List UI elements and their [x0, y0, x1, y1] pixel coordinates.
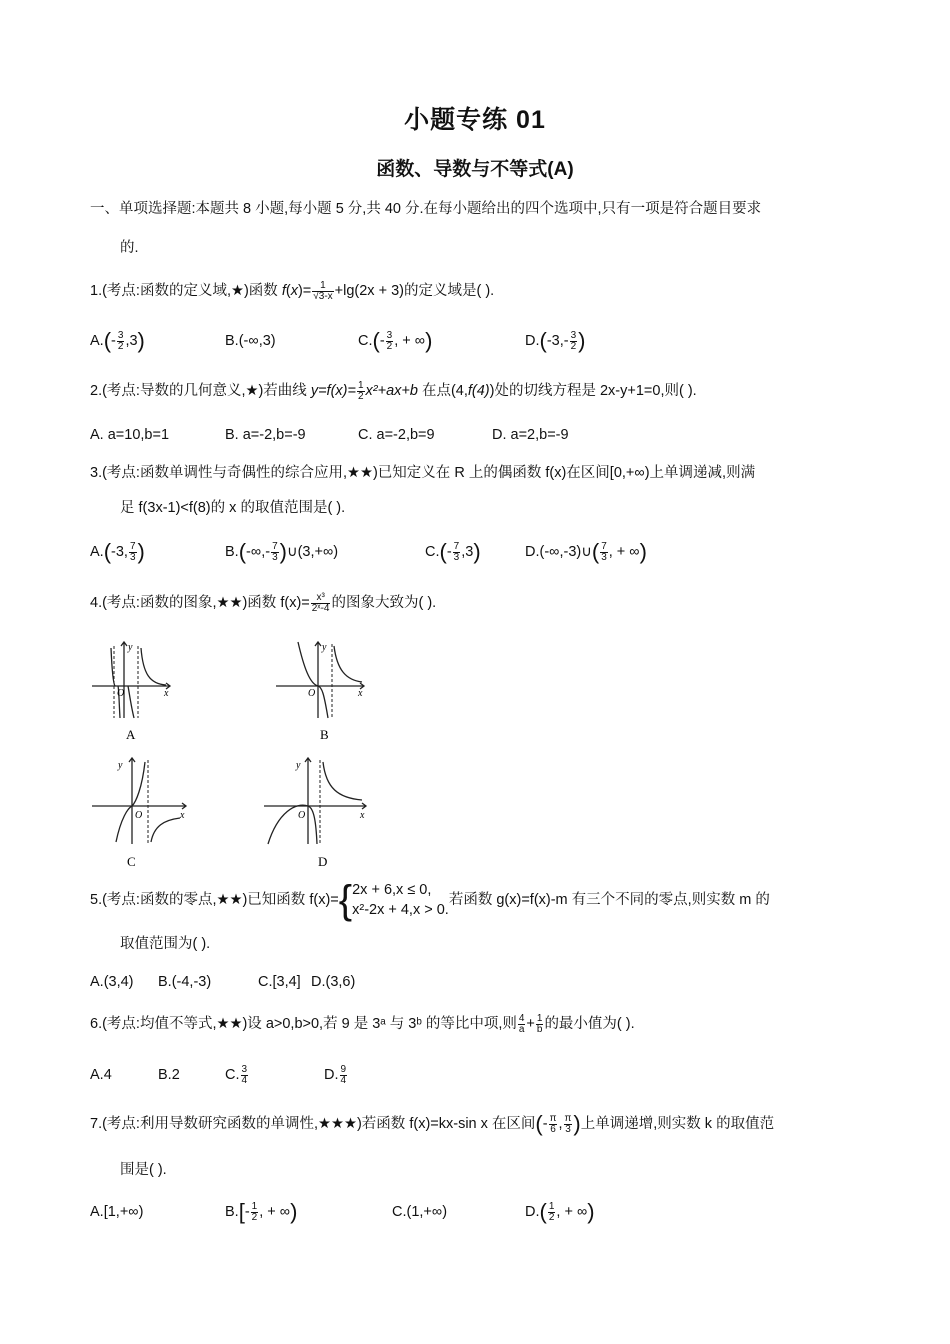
q7-option-b[interactable]: B.[- $\frac{1}{2}$ , + ∞) — [225, 1199, 298, 1225]
q7-option-c[interactable]: C.(1,+∞) — [392, 1204, 448, 1220]
q7-option-d[interactable]: D.( $\frac{1}{2}$ , + ∞) — [525, 1199, 595, 1225]
q1-option-d[interactable]: D.(-3,- $\frac{3}{2}$ ) — [525, 328, 586, 354]
svg-text:x: x — [358, 688, 363, 699]
graph-label-b: B — [320, 727, 329, 742]
question-5-cont: 取值范围为( ). — [120, 936, 211, 952]
axis-label-x: x — [164, 688, 169, 699]
q3-option-b[interactable]: B.(-∞,- $\frac{7}{3}$ )∪(3,+∞) — [225, 539, 339, 565]
q6-option-d[interactable]: D. $\frac{9}{4}$ — [324, 1063, 347, 1086]
page-title: 小题专练 01 — [404, 106, 546, 134]
section-heading: 一、单项选择题:本题共 8 小题,每小题 5 分,共 40 分.在每小题给出的四个选项中,只有一项是符合题目要求 — [90, 201, 762, 217]
q3-option-a[interactable]: A.(-3, $\frac{7}{3}$ ) — [90, 539, 145, 565]
svg-text:y: y — [296, 760, 301, 771]
q3-option-c[interactable]: C.(- $\frac{7}{3}$ ,3) — [425, 539, 481, 565]
q5-option-d[interactable]: D.(3,6) — [311, 974, 356, 990]
graph-d[interactable] — [262, 752, 374, 872]
q5-option-a[interactable]: A.(3,4) — [90, 974, 134, 990]
svg-text:O: O — [308, 688, 316, 699]
q1-option-c[interactable]: C.(- $\frac{3}{2}$ , + ∞) — [358, 328, 433, 354]
graph-b[interactable] — [266, 636, 376, 748]
q2-option-c[interactable]: C. a=-2,b=9 — [358, 427, 435, 443]
q7-option-a[interactable]: A.[1,+∞) — [90, 1204, 144, 1220]
graph-label-a: A — [126, 727, 136, 742]
q2-option-d[interactable]: D. a=2,b=-9 — [492, 427, 569, 443]
q1-option-b[interactable]: B.(-∞,3) — [225, 333, 276, 349]
origin-label: O — [117, 688, 125, 699]
fraction: $\frac{1}{√3-x}$ — [313, 279, 333, 302]
question-7: 7.(考点:利用导数研究函数的单调性,★★★)若函数 f(x)=kx-sin x 在区间(- $\frac{\pi}{6}$ , $\frac{\pi}{3}$ )上单调递增,则实数 k 的取值范 — [90, 1111, 775, 1137]
svg-text:O: O — [298, 810, 306, 821]
section-heading-cont: 的. — [120, 240, 139, 256]
svg-text:y: y — [118, 760, 123, 771]
question-5: 5.(考点:函数的零点,★★)已知函数 f(x)={ 2x + 6,x ≤ 0, x²-2x + 4,x > 0. 若函数 g(x)=f(x)-m 有三个不同的零点,则实数 m 的 — [90, 878, 770, 923]
q5-option-c[interactable]: C.[3,4] — [258, 974, 301, 990]
q1-option-a[interactable]: A.(- $\frac{3}{2}$ ,3) — [90, 328, 145, 354]
svg-text:y: y — [322, 642, 327, 653]
graph-label-c: C — [127, 854, 136, 869]
question-1: 1.(考点:函数的定义域,★)函数 f(x)= $\frac{1}{√3-x}$ +lg(2x + 3)的定义域是( ). — [90, 279, 495, 302]
question-7-cont: 围是( ). — [120, 1162, 167, 1178]
question-2: 2.(考点:导数的几何意义,★)若曲线 y=f(x)= $\frac{1}{2}$ x²+ax+b 在点(4,f(4))处的切线方程是 2x-y+1=0,则( ). — [90, 379, 697, 402]
svg-text:x: x — [180, 810, 185, 821]
question-6: 6.(考点:均值不等式,★★)设 a>0,b>0,若 9 是 3ᵃ 与 3ᵇ 的等比中项,则 $\frac{4}{a}$ + $\frac{1}{b}$ 的最小值为( ). — [90, 1012, 635, 1035]
q3-option-d[interactable]: D.(-∞,-3)∪( $\frac{7}{3}$ , + ∞) — [525, 539, 647, 565]
page-subtitle: 函数、导数与不等式(A) — [376, 159, 574, 180]
q6-option-c[interactable]: C. $\frac{3}{4}$ — [225, 1063, 248, 1086]
q2-option-a[interactable]: A. a=10,b=1 — [90, 427, 170, 443]
axis-label-y: y — [128, 642, 133, 653]
graph-label-d: D — [318, 854, 328, 869]
q6-option-a[interactable]: A.4 — [90, 1067, 112, 1083]
svg-text:x: x — [360, 810, 365, 821]
svg-text:O: O — [135, 810, 143, 821]
graph-c[interactable] — [88, 752, 198, 872]
q5-option-b[interactable]: B.(-4,-3) — [158, 974, 212, 990]
question-3: 3.(考点:函数单调性与奇偶性的综合应用,★★)已知定义在 R 上的偶函数 f(x)在区间[0,+∞)上单调递减,则满 — [90, 465, 756, 481]
question-4: 4.(考点:函数的图象,★★)函数 f(x)= $\frac{\text{x³}}{\text{2ˣ-4}}$ 的图象大致为( ). — [90, 591, 437, 614]
graph-a[interactable] — [88, 636, 188, 748]
question-3-cont: 足 f(3x-1)<f(8)的 x 的取值范围是( ). — [120, 500, 346, 516]
q2-option-b[interactable]: B. a=-2,b=-9 — [225, 427, 306, 443]
q6-option-b[interactable]: B.2 — [158, 1067, 180, 1083]
